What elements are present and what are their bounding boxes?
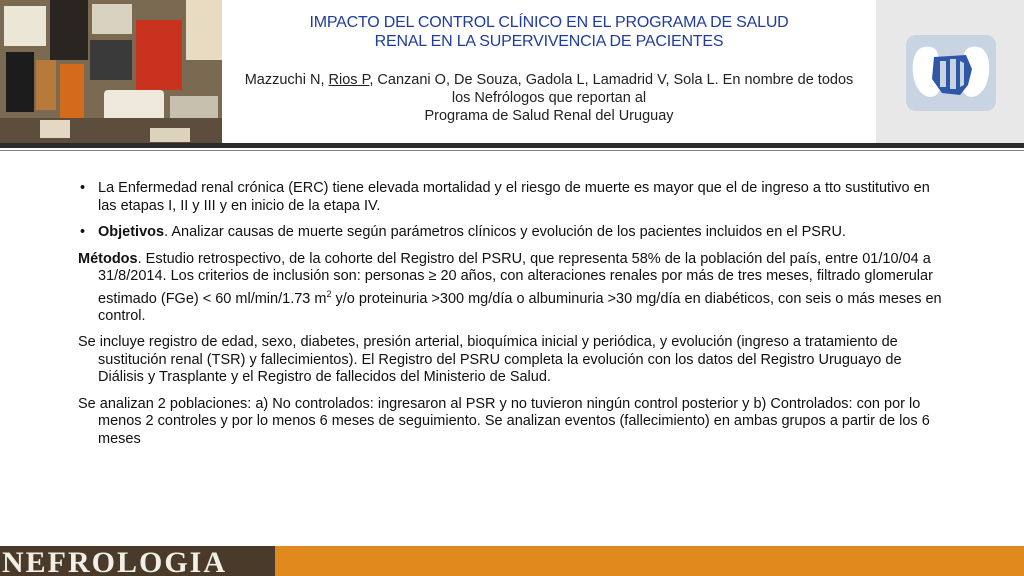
header-divider-thin (0, 150, 1024, 151)
authors-block (226, 71, 872, 125)
metodos-label: Métodos (78, 250, 138, 267)
bullet-dot-icon: • (80, 180, 86, 196)
slide-header (0, 0, 1024, 148)
authors-line-3: Programa de Salud Renal del Uruguay (424, 108, 674, 124)
metodos-superscript: 2 (326, 288, 332, 299)
header-painting-image (0, 0, 222, 146)
metodos-text-1: . Estudio retrospectivo, de la cohorte del Registro del PSRU, que representa 58% de la población del país, entre 01/10/04 a 31/8/2014. Los criterios de inclusión son: personas ≥ 20 años, con alteraciones renales por más de tres meses, filtrado glomerular estimado (FGe) < 60 ml/min/1.73 m (98, 250, 933, 307)
poblaciones-paragraph: Se analizan 2 poblaciones: a) No controlados: ingresaron al PSR y no tuvieron ningún control posterior y b) Controlados: con por lo menos 2 controles y por lo menos 6 meses de seguimiento. Se analizan eventos (fallecimiento) en ambas grupos a partir de los 6 meses (78, 395, 930, 447)
metodos-text-2: y/o proteinuria >300 mg/día o albuminuria >30 mg/día en diabéticos, con seis o más meses en control. (98, 290, 942, 324)
slide-title-line-2: RENAL EN LA SUPERVIVENCIA DE PACIENTES (374, 33, 724, 50)
bullet-objetivos (78, 224, 948, 242)
slide-title (226, 13, 872, 51)
objetivos-label: Objetivos (98, 224, 165, 240)
footer-word-text: NEFROLOGIA (2, 546, 228, 576)
header-divider (0, 143, 1024, 148)
authors-pre: Mazzuchi N, (244, 72, 329, 88)
bullet-erc (78, 180, 948, 215)
registro-paragraph: Se incluye registro de edad, sexo, diabetes, presión arterial, bioquímica inicial y periódica, y evolución (ingreso a tratamiento de sustitución renal (TSR) y fallecimientos). El Registro del PSRU completa la evolución con los datos del Registro Uruguayo de Diálisis y Trasplante y el Registro de fallecidos del Ministerio de Salud. (78, 334, 902, 386)
bullet-dot-icon: • (80, 224, 86, 240)
bullet-erc-text: La Enfermedad renal crónica (ERC) tiene elevada mortalidad y el riesgo de muerte es mayor que el de ingreso a tto sustitutivo en las etapas I, II y III y en inicio de la etapa IV. (98, 180, 930, 214)
logo-panel (876, 0, 1024, 148)
objetivos-text: . Analizar causas de muerte según parámetros clínicos y evolución de los pacientes incluidos en el PSRU. (164, 224, 846, 240)
metodos-paragraph (78, 251, 948, 326)
title-block (226, 0, 872, 143)
kidney-logo-icon (906, 35, 996, 111)
slide-body (78, 180, 948, 457)
authors-underlined-name: Rios P (328, 72, 370, 88)
authors-line-2: los Nefrólogos que reportan al (451, 90, 647, 106)
footer-logo-nefrologia (0, 546, 275, 576)
authors-line-1 (226, 71, 872, 89)
slide-title-line-1: IMPACTO DEL CONTROL CLÍNICO EN EL PROGRAMA DE SALUD (309, 14, 789, 31)
authors-post: , Canzani O, De Souza, Gadola L, Lamadrid V, Sola L. En nombre de todos (369, 72, 854, 88)
